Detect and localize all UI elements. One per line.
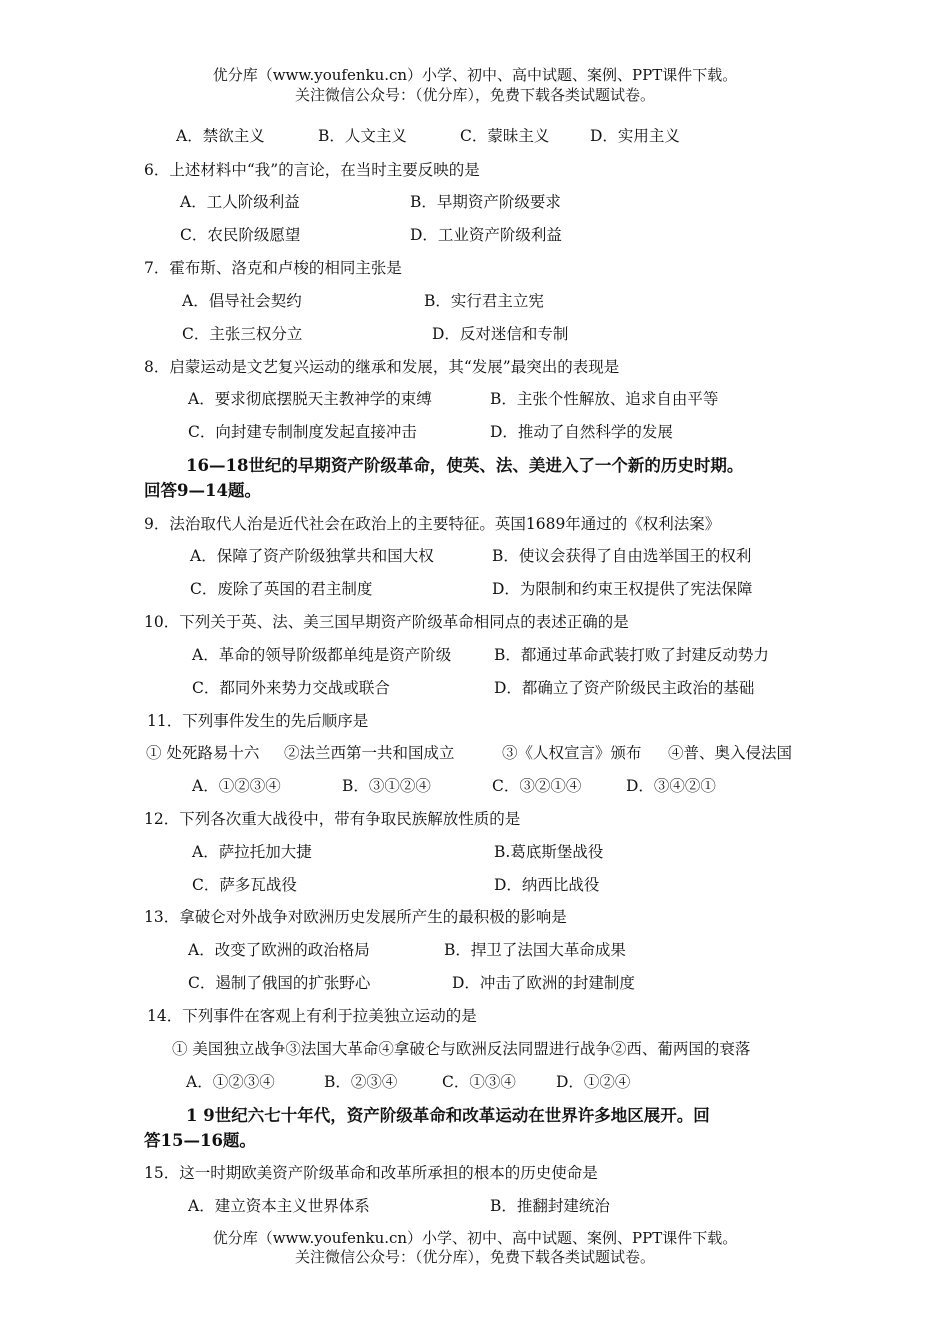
q7-option-c: C．主张三权分立 [182, 325, 303, 343]
q6-option-a: A．工人阶级利益 [180, 193, 300, 211]
q9-option-c: C．废除了英国的君主制度 [190, 580, 373, 598]
q14-option-a: A．①②③④ [186, 1073, 275, 1091]
q8-option-d: D．推动了自然科学的发展 [490, 423, 673, 441]
q11-option-d: D．③④②① [626, 777, 716, 795]
q13-option-b: B．捍卫了法国大革命成果 [444, 941, 626, 959]
q12-stem: 12．下列各次重大战役中，带有争取民族解放性质的是 [144, 810, 521, 828]
q9-stem: 9．法治取代人治是近代社会在政治上的主要特征。英国1689年通过的《权利法案》 [144, 515, 721, 533]
q10-stem: 10．下列关于英、法、美三国早期资产阶级革命相同点的表述正确的是 [144, 613, 629, 631]
q11-option-c: C．③②①④ [492, 777, 582, 795]
footer-line-2: 关注微信公众号：（优分库），免费下载各类试题试卷。 [294, 1248, 655, 1266]
q15-stem: 15．这一时期欧美资产阶级革命和改革所承担的根本的历史使命是 [144, 1164, 598, 1182]
q11-option-a: A．①②③④ [192, 777, 281, 795]
q15-option-b: B．推翻封建统治 [490, 1197, 610, 1215]
q12-option-a: A．萨拉托加大捷 [192, 843, 312, 861]
q5-option-c: C．蒙昧主义 [460, 127, 550, 145]
q11-event-2: ②法兰西第一共和国成立 [284, 744, 455, 762]
q7-option-a: A．倡导社会契约 [182, 292, 302, 310]
q10-option-d: D．都确立了资产阶级民主政治的基础 [494, 679, 755, 697]
q12-option-d: D．纳西比战役 [494, 876, 600, 894]
q15-option-a: A．建立资本主义世界体系 [188, 1197, 370, 1215]
q7-stem: 7．霍布斯、洛克和卢梭的相同主张是 [144, 259, 402, 277]
q13-option-a: A．改变了欧洲的政治格局 [188, 941, 370, 959]
q11-stem: 11．下列事件发生的先后顺序是 [147, 712, 369, 730]
q5-option-b: B．人文主义 [318, 127, 407, 145]
section2-intro-line2: 答15—16题。 [144, 1131, 256, 1150]
q11-event-3: ③《人权宣言》颁布 [502, 744, 642, 762]
q6-option-b: B．早期资产阶级要求 [410, 193, 561, 211]
q12-option-c: C．萨多瓦战役 [192, 876, 297, 894]
q8-option-b: B．主张个性解放、追求自由平等 [490, 390, 719, 408]
q6-option-d: D．工业资产阶级利益 [410, 226, 562, 244]
q9-option-d: D．为限制和约束王权提供了宪法保障 [492, 580, 753, 598]
section2-intro-line1: 1 9世纪六七十年代，资产阶级革命和改革运动在世界许多地区展开。回 [186, 1106, 710, 1125]
q7-option-b: B．实行君主立宪 [424, 292, 544, 310]
q8-option-a: A．要求彻底摆脱天主教神学的束缚 [188, 390, 432, 408]
q12-option-b: B.葛底斯堡战役 [494, 843, 604, 861]
section1-intro-line2: 回答9—14题。 [144, 481, 261, 500]
q14-option-d: D．①②④ [556, 1073, 631, 1091]
q6-stem: 6．上述材料中“我”的言论，在当时主要反映的是 [144, 161, 480, 179]
q10-option-a: A．革命的领导阶级都单纯是资产阶级 [192, 646, 452, 664]
q8-stem: 8．启蒙运动是文艺复兴运动的继承和发展，其“发展”最突出的表现是 [144, 358, 620, 376]
q11-event-4: ④普、奥入侵法国 [668, 744, 793, 762]
header-line-2: 关注微信公众号：（优分库），免费下载各类试题试卷。 [294, 86, 655, 104]
q11-event-1: ① 处死路易十六 [146, 744, 260, 762]
q8-option-c: C．向封建专制制度发起直接冲击 [188, 423, 417, 441]
q5-option-a: A．禁欲主义 [176, 127, 265, 145]
q13-option-c: C．遏制了俄国的扩张野心 [188, 974, 371, 992]
q14-option-c: C．①③④ [442, 1073, 516, 1091]
q13-option-d: D．冲击了欧洲的封建制度 [452, 974, 635, 992]
q10-option-b: B．都通过革命武装打败了封建反动势力 [494, 646, 769, 664]
q13-stem: 13．拿破仑对外战争对欧洲历史发展所产生的最积极的影响是 [144, 908, 567, 926]
q9-option-b: B．使议会获得了自由选举国王的权利 [492, 547, 752, 565]
q14-option-b: B．②③④ [324, 1073, 398, 1091]
q5-option-d: D．实用主义 [590, 127, 680, 145]
footer-line-1: 优分库（www.youfenku.cn）小学、初中、高中试题、案例、PPT课件下载。 [212, 1229, 738, 1247]
section1-intro-line1: 16—18世纪的早期资产阶级革命，使英、法、美进入了一个新的历史时期。 [186, 456, 744, 475]
header-line-1: 优分库（www.youfenku.cn）小学、初中、高中试题、案例、PPT课件下载。 [212, 66, 738, 84]
q6-option-c: C．农民阶级愿望 [180, 226, 301, 244]
q9-option-a: A．保障了资产阶级独掌共和国大权 [190, 547, 434, 565]
q7-option-d: D．反对迷信和专制 [432, 325, 569, 343]
q14-events: ① 美国独立战争③法国大革命④拿破仑与欧洲反法同盟进行战争②西、葡两国的衰落 [172, 1040, 751, 1058]
q14-stem: 14．下列事件在客观上有利于拉美独立运动的是 [147, 1007, 477, 1025]
q10-option-c: C．都同外来势力交战或联合 [192, 679, 390, 697]
q11-option-b: B．③①②④ [342, 777, 431, 795]
